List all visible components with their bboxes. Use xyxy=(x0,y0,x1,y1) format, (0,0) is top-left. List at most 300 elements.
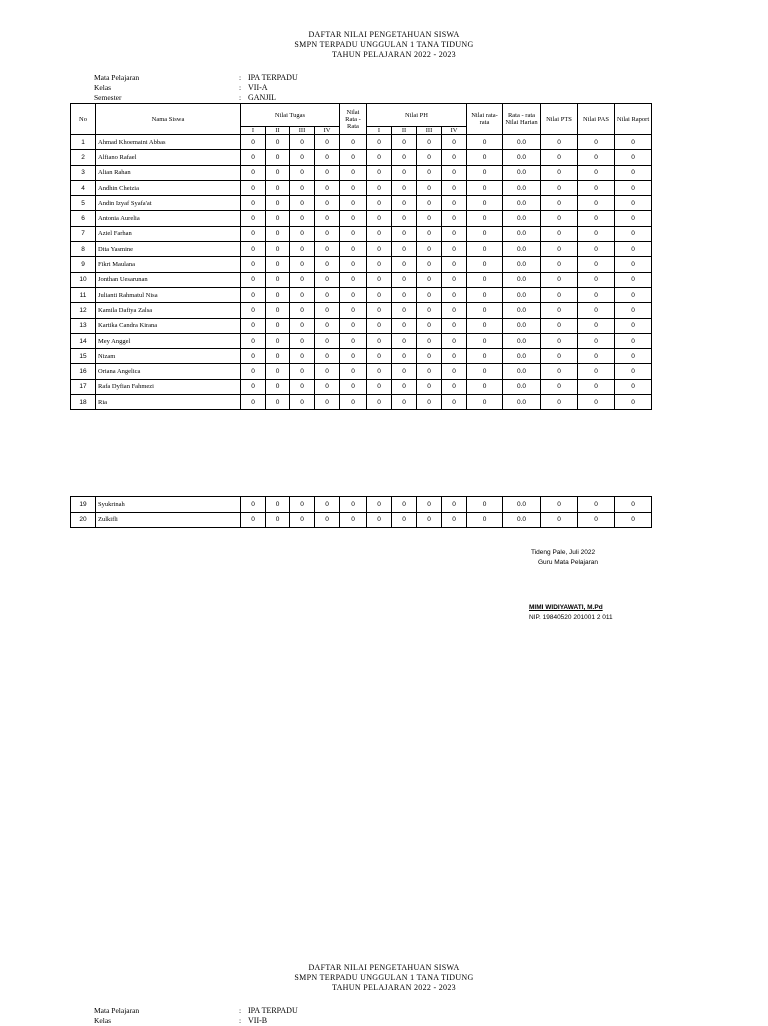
colon: : xyxy=(239,1016,242,1025)
grade-cell: 0 xyxy=(315,395,340,410)
header-tugas-2: II xyxy=(266,127,290,135)
grades-table-continued xyxy=(70,496,652,528)
signature-place xyxy=(531,548,598,568)
header-pas: Nilai PAS xyxy=(578,104,615,135)
grade-cell: 0 xyxy=(541,180,578,195)
student-name: Andin Izyaf Syafa'at xyxy=(96,196,241,211)
grade-cell: 0 xyxy=(541,379,578,394)
row-number: 6 xyxy=(71,211,96,226)
grade-cell: 0 xyxy=(615,379,652,394)
grade-cell: 0 xyxy=(367,395,392,410)
grade-cell: 0 xyxy=(615,364,652,379)
grade-cell: 0.0 xyxy=(503,180,541,195)
grade-cell: 0 xyxy=(266,135,290,150)
grade-cell: 0 xyxy=(392,395,417,410)
page2-title-line-1: DAFTAR NILAI PENGETAHUAN SISWA xyxy=(308,963,460,972)
grade-cell: 0 xyxy=(340,150,367,165)
grade-cell: 0.0 xyxy=(503,497,541,513)
student-name: Fikri Maulana xyxy=(96,257,241,272)
grade-cell: 0 xyxy=(615,395,652,410)
grade-cell: 0.0 xyxy=(503,395,541,410)
grade-cell: 0 xyxy=(578,135,615,150)
header-no: No xyxy=(71,104,96,135)
header-rata-tugas: Nilai Rata - Rata xyxy=(340,104,367,135)
row-number: 4 xyxy=(71,180,96,195)
grade-cell: 0 xyxy=(392,303,417,318)
student-name: Kamila Dafiya Zalsa xyxy=(96,303,241,318)
grade-cell: 0 xyxy=(241,364,266,379)
table-row xyxy=(71,226,652,241)
grade-cell: 0.0 xyxy=(503,135,541,150)
table-row xyxy=(71,333,652,348)
grade-cell: 0 xyxy=(266,257,290,272)
grade-cell: 0 xyxy=(541,165,578,180)
grade-cell: 0 xyxy=(541,349,578,364)
header-ph-2: II xyxy=(392,127,417,135)
grade-cell: 0 xyxy=(241,318,266,333)
grade-cell: 0 xyxy=(578,150,615,165)
grade-cell: 0 xyxy=(442,512,467,528)
grade-cell: 0.0 xyxy=(503,196,541,211)
grade-cell: 0 xyxy=(417,211,442,226)
grade-cell: 0 xyxy=(367,497,392,513)
grade-cell: 0.0 xyxy=(503,379,541,394)
header-rata-ph: Nilai rata-rata xyxy=(467,104,503,135)
table-row xyxy=(71,349,652,364)
grade-cell: 0 xyxy=(417,349,442,364)
grade-cell: 0 xyxy=(467,196,503,211)
grade-cell: 0 xyxy=(367,242,392,257)
grade-cell: 0 xyxy=(392,196,417,211)
row-number: 11 xyxy=(71,287,96,302)
grade-cell: 0 xyxy=(615,150,652,165)
grade-cell: 0 xyxy=(241,349,266,364)
grade-cell: 0 xyxy=(290,165,315,180)
grade-cell: 0 xyxy=(467,497,503,513)
grade-cell: 0 xyxy=(417,180,442,195)
grade-cell: 0 xyxy=(442,165,467,180)
grade-cell: 0 xyxy=(367,318,392,333)
grade-cell: 0 xyxy=(290,196,315,211)
grade-cell: 0 xyxy=(290,211,315,226)
signature-block xyxy=(529,603,613,623)
grade-cell: 0 xyxy=(392,242,417,257)
grade-cell: 0 xyxy=(541,512,578,528)
grade-cell: 0 xyxy=(578,287,615,302)
grade-cell: 0 xyxy=(467,180,503,195)
table-row xyxy=(71,395,652,410)
grade-cell: 0 xyxy=(467,272,503,287)
grade-cell: 0 xyxy=(467,211,503,226)
student-name: Antonia Aurelia xyxy=(96,211,241,226)
grade-cell: 0 xyxy=(290,497,315,513)
grade-cell: 0 xyxy=(241,379,266,394)
grade-cell: 0 xyxy=(541,211,578,226)
grade-cell: 0 xyxy=(315,196,340,211)
grade-cell: 0 xyxy=(467,512,503,528)
grade-cell: 0 xyxy=(615,512,652,528)
student-name: Nizam xyxy=(96,349,241,364)
grade-cell: 0 xyxy=(442,257,467,272)
grade-cell: 0 xyxy=(315,226,340,241)
header-ph-4: IV xyxy=(442,127,467,135)
grade-cell: 0.0 xyxy=(503,333,541,348)
grade-cell: 0 xyxy=(578,242,615,257)
grade-cell: 0 xyxy=(241,150,266,165)
semester-label: Semester xyxy=(94,93,122,102)
grade-cell: 0 xyxy=(315,150,340,165)
grade-cell: 0 xyxy=(467,364,503,379)
grade-cell: 0 xyxy=(442,395,467,410)
grade-cell: 0 xyxy=(541,287,578,302)
row-number: 15 xyxy=(71,349,96,364)
grade-cell: 0 xyxy=(367,272,392,287)
grade-cell: 0 xyxy=(578,180,615,195)
grade-cell: 0 xyxy=(417,257,442,272)
page2-mapel-value: IPA TERPADU xyxy=(248,1006,298,1015)
grade-cell: 0 xyxy=(541,226,578,241)
table-row xyxy=(71,257,652,272)
table-row xyxy=(71,196,652,211)
grade-cell: 0 xyxy=(290,135,315,150)
grade-cell: 0 xyxy=(340,379,367,394)
grade-cell: 0 xyxy=(392,333,417,348)
kelas-value: VII-A xyxy=(248,83,268,92)
grade-cell: 0.0 xyxy=(503,364,541,379)
grade-cell: 0 xyxy=(578,333,615,348)
grade-cell: 0 xyxy=(367,364,392,379)
grade-cell: 0 xyxy=(541,364,578,379)
grade-cell: 0 xyxy=(241,180,266,195)
student-name: Julianti Rahmatul Nisa xyxy=(96,287,241,302)
row-number: 17 xyxy=(71,379,96,394)
grade-cell: 0 xyxy=(367,150,392,165)
grade-cell: 0 xyxy=(241,395,266,410)
grade-cell: 0 xyxy=(315,211,340,226)
title-line-1: DAFTAR NILAI PENGETAHUAN SISWA xyxy=(308,30,460,39)
grade-cell: 0 xyxy=(615,226,652,241)
row-number: 20 xyxy=(71,512,96,528)
table-row xyxy=(71,272,652,287)
grade-cell: 0.0 xyxy=(503,150,541,165)
grade-cell: 0 xyxy=(417,379,442,394)
grade-cell: 0 xyxy=(417,165,442,180)
grade-cell: 0 xyxy=(392,512,417,528)
grade-cell: 0 xyxy=(417,333,442,348)
table-row xyxy=(71,242,652,257)
meta-info xyxy=(94,73,298,103)
grade-cell: 0 xyxy=(392,379,417,394)
row-number: 10 xyxy=(71,272,96,287)
grade-cell: 0.0 xyxy=(503,272,541,287)
row-number: 13 xyxy=(71,318,96,333)
grade-cell: 0 xyxy=(315,242,340,257)
student-name: Aziel Farhan xyxy=(96,226,241,241)
grade-cell: 0 xyxy=(241,287,266,302)
grade-cell: 0.0 xyxy=(503,512,541,528)
page2-kelas-label: Kelas xyxy=(94,1016,112,1025)
grade-cell: 0 xyxy=(266,287,290,302)
grade-cell: 0 xyxy=(417,242,442,257)
grade-cell: 0 xyxy=(541,333,578,348)
grade-cell: 0 xyxy=(417,287,442,302)
grade-cell: 0 xyxy=(578,165,615,180)
grade-cell: 0 xyxy=(290,257,315,272)
grade-cell: 0 xyxy=(340,364,367,379)
grade-cell: 0 xyxy=(241,272,266,287)
grade-cell: 0 xyxy=(367,226,392,241)
grade-cell: 0 xyxy=(467,242,503,257)
table-row xyxy=(71,165,652,180)
grade-cell: 0 xyxy=(417,226,442,241)
grade-cell: 0 xyxy=(467,303,503,318)
grade-cell: 0 xyxy=(290,303,315,318)
row-number: 5 xyxy=(71,196,96,211)
grade-cell: 0 xyxy=(392,257,417,272)
grade-cell: 0 xyxy=(367,180,392,195)
grade-cell: 0 xyxy=(615,242,652,257)
grade-cell: 0 xyxy=(266,318,290,333)
grade-cell: 0 xyxy=(340,512,367,528)
grade-cell: 0 xyxy=(290,379,315,394)
grade-cell: 0 xyxy=(442,135,467,150)
grade-cell: 0 xyxy=(340,211,367,226)
student-name: Alfiano Rafael xyxy=(96,150,241,165)
semester-value: GANJIL xyxy=(248,93,276,102)
grade-cell: 0 xyxy=(266,242,290,257)
header-tugas: Nilai Tugas xyxy=(241,104,340,127)
mapel-label: Mata Pelajaran xyxy=(94,73,140,82)
grade-cell: 0 xyxy=(392,287,417,302)
grade-cell: 0 xyxy=(578,364,615,379)
grade-cell: 0 xyxy=(392,272,417,287)
grade-cell: 0.0 xyxy=(503,242,541,257)
grade-cell: 0 xyxy=(241,226,266,241)
grade-cell: 0 xyxy=(467,333,503,348)
student-name: Ahmad Khoemaini Abbas xyxy=(96,135,241,150)
grade-cell: 0 xyxy=(442,497,467,513)
grade-cell: 0 xyxy=(266,165,290,180)
grade-cell: 0 xyxy=(315,272,340,287)
table-row xyxy=(71,211,652,226)
colon: : xyxy=(239,83,242,92)
grade-cell: 0 xyxy=(340,395,367,410)
grade-cell: 0 xyxy=(615,272,652,287)
grade-cell: 0 xyxy=(392,497,417,513)
grade-cell: 0 xyxy=(417,364,442,379)
grade-cell: 0 xyxy=(615,318,652,333)
grade-cell: 0 xyxy=(541,303,578,318)
grade-cell: 0 xyxy=(266,364,290,379)
table-row xyxy=(71,364,652,379)
grade-cell: 0 xyxy=(442,196,467,211)
grade-cell: 0 xyxy=(367,333,392,348)
student-name: Mey Anggel xyxy=(96,333,241,348)
grade-cell: 0 xyxy=(442,364,467,379)
grade-cell: 0 xyxy=(417,512,442,528)
colon: : xyxy=(239,73,242,82)
student-name: Alian Rahan xyxy=(96,165,241,180)
grade-cell: 0 xyxy=(541,318,578,333)
grade-cell: 0 xyxy=(467,379,503,394)
grade-cell: 0 xyxy=(541,497,578,513)
title-line-2: SMPN TERPADU UNGGULAN 1 TANA TIDUNG xyxy=(294,40,474,49)
grade-cell: 0 xyxy=(266,333,290,348)
grade-cell: 0 xyxy=(367,512,392,528)
grade-cell: 0.0 xyxy=(503,211,541,226)
grade-cell: 0 xyxy=(266,150,290,165)
grade-cell: 0 xyxy=(467,150,503,165)
page2-kelas-value: VII-B xyxy=(248,1016,268,1025)
grade-cell: 0 xyxy=(417,150,442,165)
grade-cell: 0 xyxy=(290,272,315,287)
mapel-value: IPA TERPADU xyxy=(248,73,298,82)
grade-cell: 0 xyxy=(290,150,315,165)
grade-cell: 0 xyxy=(541,135,578,150)
grade-cell: 0 xyxy=(315,303,340,318)
grade-cell: 0 xyxy=(290,349,315,364)
grade-cell: 0 xyxy=(266,497,290,513)
grade-cell: 0 xyxy=(417,497,442,513)
row-number: 16 xyxy=(71,364,96,379)
title-line-3: TAHUN PELAJARAN 2022 - 2023 xyxy=(332,50,456,59)
grade-cell: 0 xyxy=(578,196,615,211)
grade-cell: 0 xyxy=(442,150,467,165)
grade-cell: 0 xyxy=(340,257,367,272)
grade-cell: 0 xyxy=(392,150,417,165)
row-number: 7 xyxy=(71,226,96,241)
page2-meta xyxy=(94,1006,298,1026)
grade-cell: 0 xyxy=(266,226,290,241)
grade-cell: 0 xyxy=(290,364,315,379)
grade-cell: 0 xyxy=(615,287,652,302)
grade-cell: 0 xyxy=(578,318,615,333)
grade-cell: 0 xyxy=(315,349,340,364)
header-ph-3: III xyxy=(417,127,442,135)
table-row xyxy=(71,379,652,394)
grade-cell: 0 xyxy=(315,379,340,394)
grade-cell: 0 xyxy=(541,196,578,211)
grade-cell: 0 xyxy=(578,512,615,528)
grade-cell: 0 xyxy=(578,395,615,410)
table-row xyxy=(71,150,652,165)
grade-cell: 0 xyxy=(442,226,467,241)
grade-cell: 0 xyxy=(241,257,266,272)
grade-cell: 0 xyxy=(315,364,340,379)
student-name: Jonthan Uesarunan xyxy=(96,272,241,287)
grade-cell: 0 xyxy=(241,303,266,318)
grade-cell: 0 xyxy=(392,349,417,364)
grade-cell: 0.0 xyxy=(503,318,541,333)
table-row xyxy=(71,318,652,333)
grade-cell: 0 xyxy=(467,226,503,241)
grade-cell: 0.0 xyxy=(503,287,541,302)
grade-cell: 0 xyxy=(392,135,417,150)
grade-cell: 0 xyxy=(417,135,442,150)
signature-role: Guru Mata Pelajaran xyxy=(538,559,598,566)
grade-cell: 0 xyxy=(578,211,615,226)
grade-cell: 0 xyxy=(315,497,340,513)
grade-cell: 0 xyxy=(578,257,615,272)
teacher-name: MIMI WIDIYAWATI, M.Pd xyxy=(529,604,603,611)
grade-cell: 0 xyxy=(315,165,340,180)
grade-cell: 0 xyxy=(578,272,615,287)
grade-cell: 0 xyxy=(315,135,340,150)
grade-cell: 0 xyxy=(340,180,367,195)
header-tugas-3: III xyxy=(290,127,315,135)
header-tugas-4: IV xyxy=(315,127,340,135)
grade-cell: 0 xyxy=(392,318,417,333)
grade-cell: 0 xyxy=(241,242,266,257)
row-number: 18 xyxy=(71,395,96,410)
grade-cell: 0.0 xyxy=(503,349,541,364)
grade-cell: 0 xyxy=(578,226,615,241)
grade-cell: 0 xyxy=(266,180,290,195)
grade-cell: 0 xyxy=(315,180,340,195)
place-date: Tideng Pale, Juli 2022 xyxy=(531,549,596,556)
grade-cell: 0 xyxy=(467,165,503,180)
student-name: Dita Yasmine xyxy=(96,242,241,257)
student-name: Kartika Candra Kirana xyxy=(96,318,241,333)
grade-cell: 0 xyxy=(340,333,367,348)
row-number: 3 xyxy=(71,165,96,180)
grade-cell: 0 xyxy=(315,333,340,348)
grade-cell: 0 xyxy=(417,318,442,333)
table-row xyxy=(71,180,652,195)
row-number: 1 xyxy=(71,135,96,150)
table-row xyxy=(71,303,652,318)
grade-cell: 0 xyxy=(442,211,467,226)
grade-cell: 0 xyxy=(578,497,615,513)
grade-cell: 0 xyxy=(578,379,615,394)
grade-cell: 0 xyxy=(467,349,503,364)
grade-cell: 0 xyxy=(578,303,615,318)
grade-cell: 0 xyxy=(266,211,290,226)
grade-cell: 0 xyxy=(467,318,503,333)
colon: : xyxy=(239,93,242,102)
grade-cell: 0 xyxy=(241,196,266,211)
grade-cell: 0 xyxy=(266,379,290,394)
grade-cell: 0 xyxy=(541,242,578,257)
grade-cell: 0 xyxy=(615,211,652,226)
grade-cell: 0 xyxy=(442,242,467,257)
row-number: 8 xyxy=(71,242,96,257)
grade-cell: 0 xyxy=(315,257,340,272)
grade-cell: 0 xyxy=(541,257,578,272)
grade-cell: 0 xyxy=(241,135,266,150)
grade-cell: 0 xyxy=(266,512,290,528)
grade-cell: 0 xyxy=(367,211,392,226)
grade-cell: 0 xyxy=(467,135,503,150)
grade-cell: 0 xyxy=(442,272,467,287)
row-number: 19 xyxy=(71,497,96,513)
grade-cell: 0 xyxy=(315,512,340,528)
grade-cell: 0 xyxy=(340,196,367,211)
grade-cell: 0 xyxy=(241,512,266,528)
grade-cell: 0 xyxy=(266,349,290,364)
grade-cell: 0 xyxy=(367,379,392,394)
grade-cell: 0 xyxy=(392,165,417,180)
page2-title xyxy=(0,963,768,993)
grade-cell: 0 xyxy=(241,211,266,226)
student-name: Oriana Angelica xyxy=(96,364,241,379)
grade-cell: 0 xyxy=(290,318,315,333)
grade-cell: 0 xyxy=(340,349,367,364)
grade-cell: 0 xyxy=(541,150,578,165)
table-row xyxy=(71,497,652,513)
grade-cell: 0 xyxy=(578,349,615,364)
header-rapor: Nilai Raport xyxy=(615,104,652,135)
